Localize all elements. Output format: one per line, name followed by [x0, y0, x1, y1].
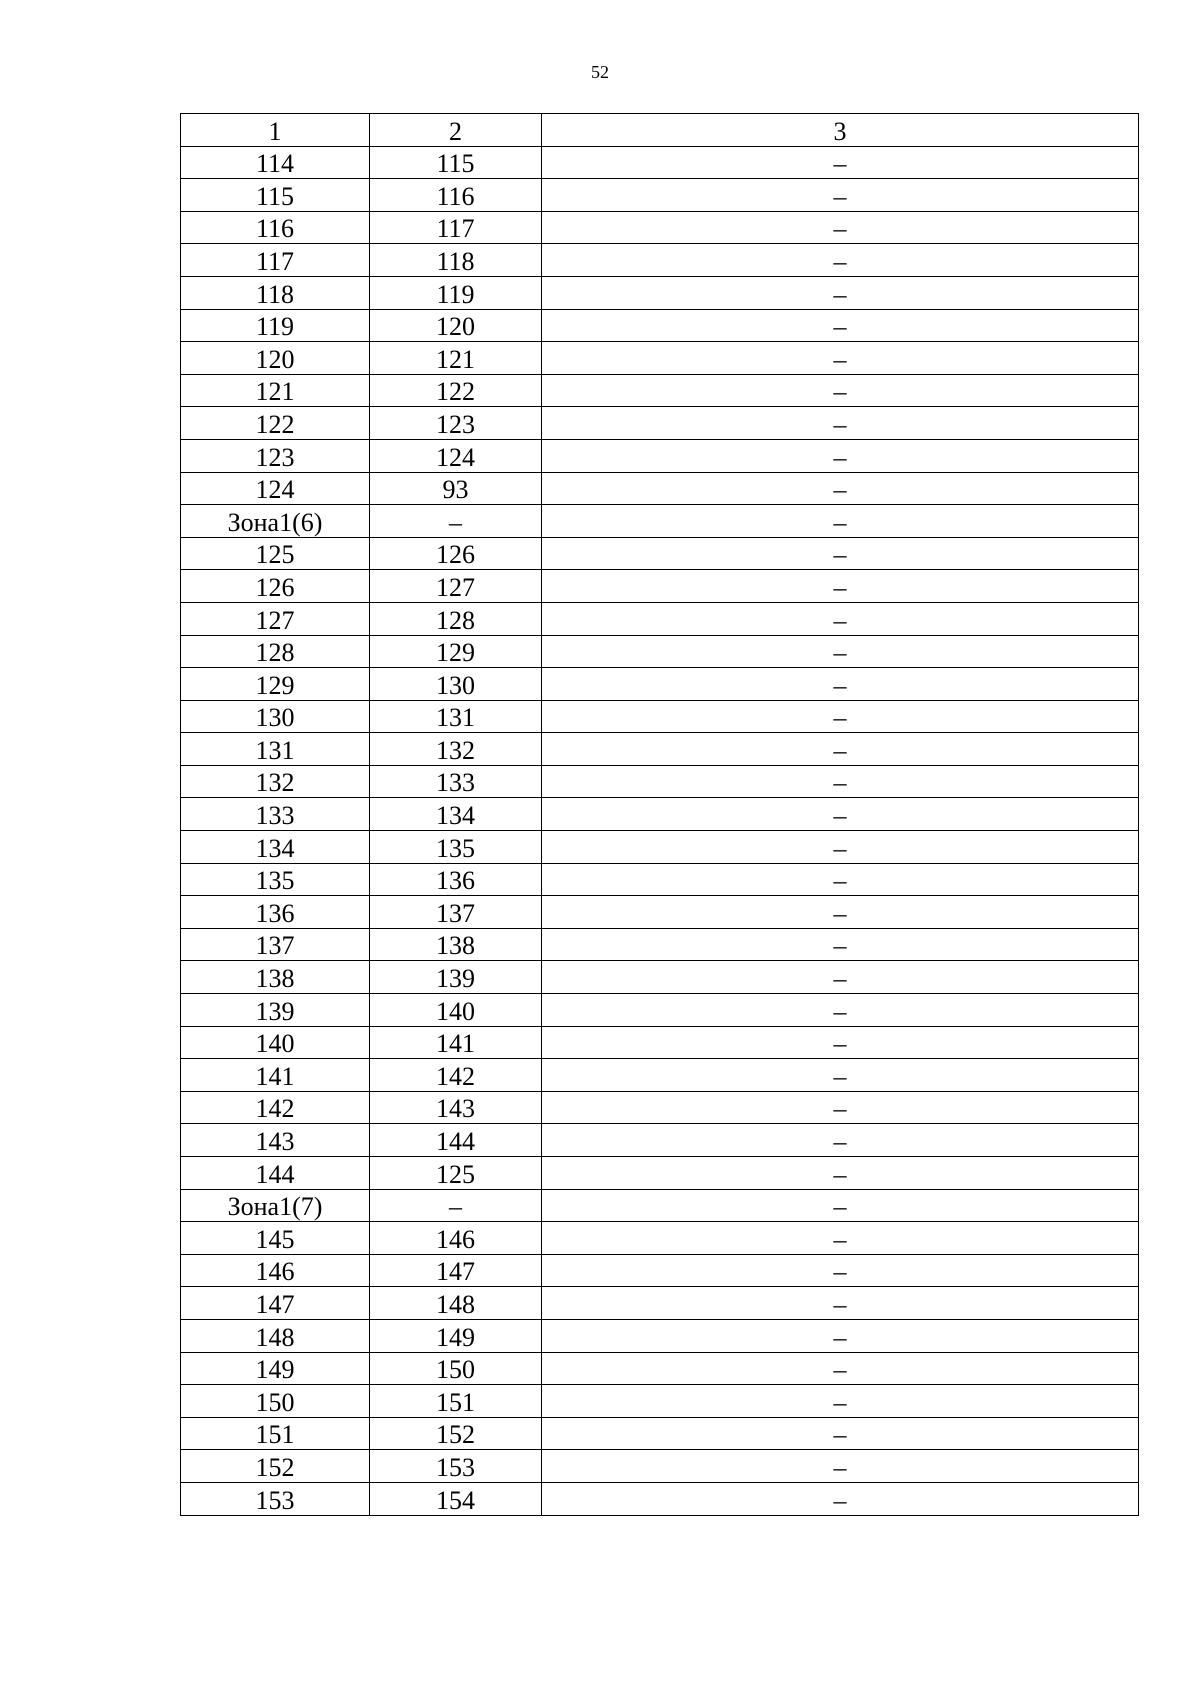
- table-row: [181, 668, 1139, 701]
- table-cell-col-2: 148: [370, 1287, 542, 1320]
- table-cell-col-3: –: [542, 994, 1139, 1027]
- table-cell-col-2: 130: [370, 668, 542, 701]
- table-row: [181, 928, 1139, 961]
- table-cell-col-2: 152: [370, 1417, 542, 1450]
- column-header-1: 1: [181, 114, 370, 147]
- table-cell-col-1: 124: [181, 472, 370, 505]
- table-cell-col-1: 128: [181, 635, 370, 668]
- table-cell-col-1: 127: [181, 602, 370, 635]
- table-row: [181, 1254, 1139, 1287]
- table-cell-col-2: 141: [370, 1026, 542, 1059]
- table-header-row: [181, 114, 1139, 147]
- table-row: [181, 179, 1139, 212]
- table-cell-col-3: –: [542, 1385, 1139, 1418]
- table-cell-col-2: 139: [370, 961, 542, 994]
- table-cell-col-1: 130: [181, 700, 370, 733]
- table-cell-col-3: –: [542, 896, 1139, 929]
- table-cell-col-1: 146: [181, 1254, 370, 1287]
- table-cell-col-2: 137: [370, 896, 542, 929]
- table-row: [181, 1157, 1139, 1190]
- table-cell-col-3: –: [542, 179, 1139, 212]
- table-cell-col-2: 149: [370, 1319, 542, 1352]
- table-cell-col-1: Зона1(7): [181, 1189, 370, 1222]
- table-cell-col-2: 132: [370, 733, 542, 766]
- table-cell-col-3: –: [542, 1319, 1139, 1352]
- table-cell-col-3: –: [542, 570, 1139, 603]
- table-cell-col-1: 129: [181, 668, 370, 701]
- table-cell-col-3: –: [542, 1287, 1139, 1320]
- table-cell-col-3: –: [542, 700, 1139, 733]
- table-row: [181, 635, 1139, 668]
- table-cell-col-1: 119: [181, 309, 370, 342]
- table-cell-col-3: –: [542, 537, 1139, 570]
- table-cell-col-1: 140: [181, 1026, 370, 1059]
- table-cell-col-1: 138: [181, 961, 370, 994]
- table-cell-col-3: –: [542, 961, 1139, 994]
- data-table: [180, 113, 1139, 1516]
- table-row: [181, 1287, 1139, 1320]
- table-row: [181, 1189, 1139, 1222]
- table-cell-col-3: –: [542, 635, 1139, 668]
- table-cell-col-1: 141: [181, 1059, 370, 1092]
- table-row: [181, 733, 1139, 766]
- table-cell-col-3: –: [542, 1157, 1139, 1190]
- table-row: [181, 407, 1139, 440]
- table-row: [181, 896, 1139, 929]
- table-cell-col-3: –: [542, 407, 1139, 440]
- table-cell-col-2: 118: [370, 244, 542, 277]
- table-cell-col-3: –: [542, 1254, 1139, 1287]
- table-row: [181, 505, 1139, 538]
- table-row: [181, 1385, 1139, 1418]
- table-row: [181, 537, 1139, 570]
- table-cell-col-1: 139: [181, 994, 370, 1027]
- table-row: [181, 1222, 1139, 1255]
- table-cell-col-2: –: [370, 505, 542, 538]
- table-cell-col-3: –: [542, 1222, 1139, 1255]
- table-row: [181, 472, 1139, 505]
- table-cell-col-2: 138: [370, 928, 542, 961]
- data-table-container: [180, 113, 1138, 1516]
- table-row: [181, 994, 1139, 1027]
- table-cell-col-2: 129: [370, 635, 542, 668]
- table-row: [181, 1450, 1139, 1483]
- table-cell-col-2: 93: [370, 472, 542, 505]
- table-cell-col-1: 133: [181, 798, 370, 831]
- table-cell-col-2: 153: [370, 1450, 542, 1483]
- table-cell-col-2: 147: [370, 1254, 542, 1287]
- page-number: 52: [591, 62, 609, 82]
- table-cell-col-2: 122: [370, 374, 542, 407]
- table-cell-col-2: 151: [370, 1385, 542, 1418]
- table-cell-col-3: –: [542, 342, 1139, 375]
- table-row: [181, 765, 1139, 798]
- table-row: [181, 1026, 1139, 1059]
- table-cell-col-1: 118: [181, 276, 370, 309]
- table-cell-col-3: –: [542, 863, 1139, 896]
- table-cell-col-3: –: [542, 733, 1139, 766]
- table-cell-col-2: 121: [370, 342, 542, 375]
- table-row: [181, 211, 1139, 244]
- table-cell-col-2: 135: [370, 831, 542, 864]
- table-row: [181, 1059, 1139, 1092]
- table-cell-col-3: –: [542, 276, 1139, 309]
- table-cell-col-2: 127: [370, 570, 542, 603]
- table-row: [181, 570, 1139, 603]
- table-cell-col-1: 136: [181, 896, 370, 929]
- table-cell-col-2: 116: [370, 179, 542, 212]
- table-cell-col-2: 136: [370, 863, 542, 896]
- table-cell-col-2: 123: [370, 407, 542, 440]
- table-cell-col-1: 152: [181, 1450, 370, 1483]
- table-cell-col-1: 144: [181, 1157, 370, 1190]
- table-cell-col-1: 145: [181, 1222, 370, 1255]
- table-row: [181, 700, 1139, 733]
- table-row: [181, 602, 1139, 635]
- column-header-3: 3: [542, 114, 1139, 147]
- table-cell-col-1: 142: [181, 1091, 370, 1124]
- table-cell-col-3: –: [542, 244, 1139, 277]
- table-cell-col-2: 143: [370, 1091, 542, 1124]
- table-cell-col-3: –: [542, 798, 1139, 831]
- table-cell-col-1: 115: [181, 179, 370, 212]
- table-cell-col-3: –: [542, 1026, 1139, 1059]
- table-cell-col-1: 150: [181, 1385, 370, 1418]
- table-body: [181, 146, 1139, 1515]
- table-cell-col-2: 119: [370, 276, 542, 309]
- table-cell-col-2: 142: [370, 1059, 542, 1092]
- table-cell-col-3: –: [542, 1417, 1139, 1450]
- table-cell-col-3: –: [542, 928, 1139, 961]
- table-cell-col-3: –: [542, 765, 1139, 798]
- table-row: [181, 309, 1139, 342]
- table-cell-col-1: 121: [181, 374, 370, 407]
- table-cell-col-1: 134: [181, 831, 370, 864]
- table-row: [181, 1417, 1139, 1450]
- table-cell-col-1: Зона1(6): [181, 505, 370, 538]
- table-cell-col-2: 154: [370, 1482, 542, 1515]
- table-cell-col-3: –: [542, 1124, 1139, 1157]
- table-cell-col-1: 148: [181, 1319, 370, 1352]
- table-cell-col-1: 116: [181, 211, 370, 244]
- table-cell-col-3: –: [542, 374, 1139, 407]
- table-cell-col-1: 126: [181, 570, 370, 603]
- table-cell-col-1: 135: [181, 863, 370, 896]
- table-cell-col-1: 114: [181, 146, 370, 179]
- table-cell-col-1: 143: [181, 1124, 370, 1157]
- table-cell-col-1: 132: [181, 765, 370, 798]
- table-cell-col-3: –: [542, 1352, 1139, 1385]
- table-cell-col-3: –: [542, 505, 1139, 538]
- table-cell-col-2: 115: [370, 146, 542, 179]
- table-row: [181, 798, 1139, 831]
- table-cell-col-3: –: [542, 1059, 1139, 1092]
- table-cell-col-3: –: [542, 831, 1139, 864]
- table-cell-col-1: 153: [181, 1482, 370, 1515]
- table-cell-col-2: 125: [370, 1157, 542, 1190]
- table-row: [181, 831, 1139, 864]
- table-cell-col-3: –: [542, 211, 1139, 244]
- table-cell-col-1: 122: [181, 407, 370, 440]
- table-cell-col-2: 146: [370, 1222, 542, 1255]
- table-cell-col-2: –: [370, 1189, 542, 1222]
- table-cell-col-1: 123: [181, 439, 370, 472]
- table-row: [181, 863, 1139, 896]
- table-cell-col-1: 137: [181, 928, 370, 961]
- table-row: [181, 374, 1139, 407]
- table-row: [181, 276, 1139, 309]
- table-cell-col-3: –: [542, 668, 1139, 701]
- table-cell-col-2: 126: [370, 537, 542, 570]
- table-row: [181, 1091, 1139, 1124]
- table-row: [181, 1352, 1139, 1385]
- table-cell-col-1: 125: [181, 537, 370, 570]
- table-row: [181, 439, 1139, 472]
- table-cell-col-2: 128: [370, 602, 542, 635]
- table-cell-col-3: –: [542, 602, 1139, 635]
- table-row: [181, 1124, 1139, 1157]
- table-cell-col-3: –: [542, 1189, 1139, 1222]
- table-cell-col-1: 117: [181, 244, 370, 277]
- table-cell-col-3: –: [542, 1450, 1139, 1483]
- table-row: [181, 342, 1139, 375]
- table-row: [181, 1482, 1139, 1515]
- table-cell-col-1: 151: [181, 1417, 370, 1450]
- table-cell-col-3: –: [542, 1091, 1139, 1124]
- table-cell-col-3: –: [542, 309, 1139, 342]
- column-header-2: 2: [370, 114, 542, 147]
- table-cell-col-1: 149: [181, 1352, 370, 1385]
- table-row: [181, 244, 1139, 277]
- table-row: [181, 961, 1139, 994]
- table-cell-col-2: 120: [370, 309, 542, 342]
- table-cell-col-1: 131: [181, 733, 370, 766]
- table-cell-col-2: 131: [370, 700, 542, 733]
- table-row: [181, 1319, 1139, 1352]
- table-cell-col-3: –: [542, 472, 1139, 505]
- table-cell-col-2: 124: [370, 439, 542, 472]
- table-cell-col-1: 120: [181, 342, 370, 375]
- table-cell-col-1: 147: [181, 1287, 370, 1320]
- table-cell-col-3: –: [542, 439, 1139, 472]
- table-cell-col-3: –: [542, 1482, 1139, 1515]
- table-cell-col-2: 150: [370, 1352, 542, 1385]
- table-cell-col-3: –: [542, 146, 1139, 179]
- table-cell-col-2: 144: [370, 1124, 542, 1157]
- table-row: [181, 146, 1139, 179]
- table-cell-col-2: 133: [370, 765, 542, 798]
- table-cell-col-2: 140: [370, 994, 542, 1027]
- table-cell-col-2: 134: [370, 798, 542, 831]
- table-cell-col-2: 117: [370, 211, 542, 244]
